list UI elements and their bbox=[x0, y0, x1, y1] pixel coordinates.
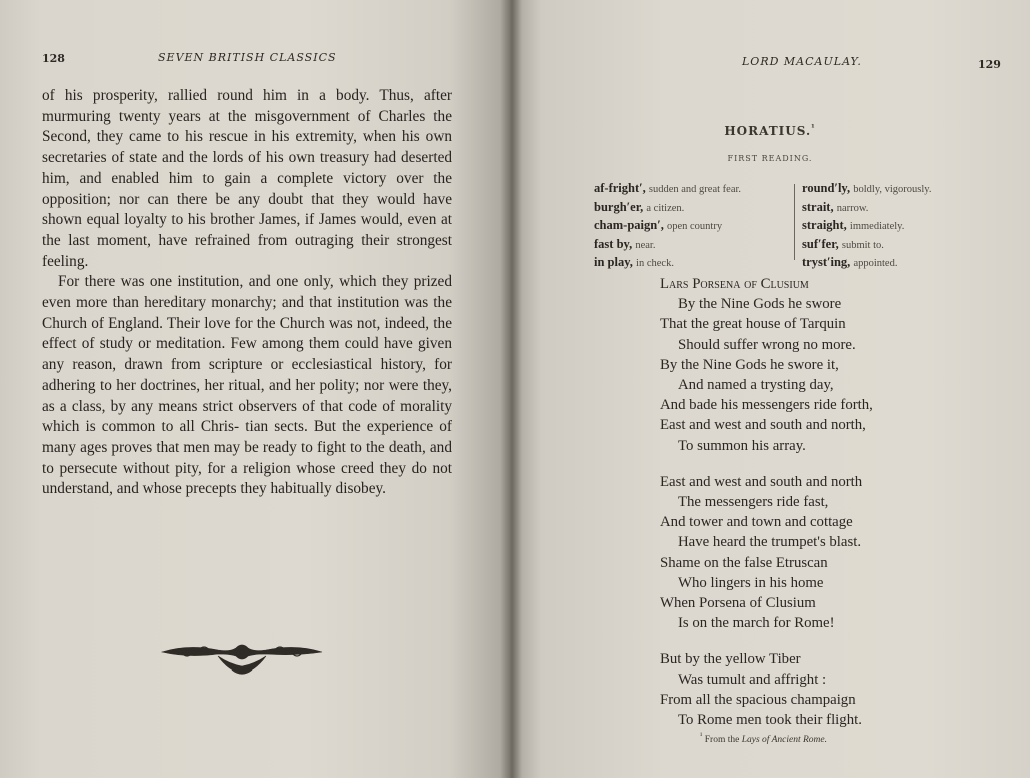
glossary-definition: boldly, vigorously. bbox=[853, 184, 932, 195]
prose-line: for adhering to her doctrines, her ritual, and her polity; bbox=[42, 356, 453, 394]
glossary-definition: near. bbox=[635, 239, 656, 251]
left-running-head: SEVEN BRITISH CLASSICS bbox=[158, 51, 337, 64]
poem-title-text: HORATIUS. bbox=[724, 124, 812, 138]
poem-line: Shame on the false Etruscan bbox=[660, 554, 828, 571]
glossary-left-column bbox=[594, 180, 741, 273]
poem-line: Who lingers in his home bbox=[678, 574, 824, 591]
prose-line: of that code of morality which is common to all Chris- bbox=[42, 397, 452, 436]
paragraph-2 bbox=[42, 272, 452, 500]
prose-line: persecute without pity, for a religion whose creed they bbox=[59, 459, 406, 477]
glossary-term: suf′fer, bbox=[802, 236, 839, 251]
glossary-entry bbox=[594, 180, 741, 199]
prose-line: disobey. bbox=[335, 480, 386, 498]
stanza-1 bbox=[660, 274, 873, 456]
prose-line: of his prosperity, rallied round him in a body. Thus, bbox=[42, 87, 414, 104]
poem-line: Is on the march for Rome! bbox=[678, 615, 835, 632]
footnote bbox=[700, 731, 827, 745]
poem-line: The messengers ride fast, bbox=[678, 494, 829, 511]
right-page-number: 129 bbox=[978, 58, 1001, 71]
poem-subtitle: FIRST READING. bbox=[727, 154, 813, 163]
prose-line: lords of his own treasury had deserted him, and enabled bbox=[42, 149, 453, 187]
glossary-entry bbox=[802, 236, 932, 255]
glossary-definition: open country bbox=[666, 221, 723, 232]
prose-line: For there was one institution, and one only, which bbox=[58, 273, 377, 291]
poem-line: And named a trysting day, bbox=[678, 377, 834, 394]
glossary-definition: in check. bbox=[636, 258, 674, 269]
prose-line: after murmuring twenty years at the misgovernment of bbox=[42, 87, 452, 125]
poem-line: From all the spacious champaign bbox=[660, 691, 856, 708]
poem-line: Should suffer wrong no more. bbox=[678, 336, 856, 353]
glossary-entry bbox=[594, 217, 741, 236]
right-page bbox=[510, 0, 1030, 778]
poem-line: And bade his messengers ride forth, bbox=[660, 397, 873, 414]
stanza-3 bbox=[660, 649, 873, 730]
prose-line: that institution was the Church of England. Their bbox=[42, 294, 452, 332]
book-gutter bbox=[500, 0, 522, 778]
glossary-entry bbox=[594, 236, 741, 255]
prose-line: that men may be ready to fight to the death, and to bbox=[42, 438, 452, 477]
prose-line: or meditation. Few among them could have given any bbox=[42, 335, 452, 374]
prose-line: reason, drawn from scripture or ecclesiastical history, bbox=[72, 356, 426, 374]
glossary-entry bbox=[802, 254, 932, 273]
glossary-divider bbox=[794, 184, 795, 260]
prose-line: even at the last moment, have refrained from outraging bbox=[42, 211, 452, 249]
glossary-term: fast by, bbox=[594, 236, 633, 251]
glossary-term: in play, bbox=[594, 255, 633, 269]
poem-line: But by the yellow Tiber bbox=[660, 651, 801, 668]
title-footnote-mark: ¹ bbox=[811, 122, 816, 132]
glossary-term: af-fright′, bbox=[594, 181, 646, 195]
glossary-definition: appointed. bbox=[853, 258, 898, 269]
glossary-entry bbox=[594, 199, 741, 218]
poem-line: Have heard the trumpet's blast. bbox=[678, 534, 862, 551]
floral-tailpiece-ornament-icon bbox=[158, 630, 326, 680]
glossary-definition: narrow. bbox=[836, 202, 869, 214]
poem-line: Was tumult and affright : bbox=[678, 671, 827, 688]
prose-line: do not understand, and whose precepts they habitually bbox=[42, 459, 453, 498]
glossary-entry bbox=[802, 217, 932, 236]
poem-line: By the Nine Gods he swore bbox=[678, 296, 842, 313]
footnote-title: Lays of Ancient Rome. bbox=[741, 735, 828, 746]
left-page bbox=[0, 0, 510, 778]
left-page-number: 128 bbox=[42, 52, 65, 65]
poem-line: By the Nine Gods he swore it, bbox=[660, 356, 839, 373]
glossary-term: burgh′er, bbox=[594, 199, 644, 214]
glossary-definition: sudden and great fear. bbox=[648, 184, 742, 195]
stanza-2 bbox=[660, 472, 873, 634]
glossary-definition: a citizen. bbox=[646, 202, 685, 214]
poem-line: East and west and south and north bbox=[660, 473, 863, 490]
prose-line: him to gain a complete victory over the opposition; nor bbox=[42, 169, 452, 208]
glossary-right-column bbox=[802, 180, 932, 273]
prose-line: tian sects. But the experience of many ages proves bbox=[42, 418, 453, 456]
prose-line: can there be any doubt that they would have shown bbox=[42, 190, 452, 229]
poem-line: Lars Porsena of Clusium bbox=[660, 276, 809, 292]
paragraph-1 bbox=[42, 86, 452, 272]
glossary-definition: immediately. bbox=[849, 221, 905, 232]
glossary-term: cham-paign′, bbox=[594, 218, 664, 232]
poem-title bbox=[510, 122, 1030, 138]
prose-line: Charles the Second, they came to his rescue in his bbox=[42, 107, 452, 146]
glossary-term: round′ly, bbox=[802, 181, 851, 195]
glossary-entry bbox=[594, 254, 741, 273]
footnote-prefix: From the bbox=[704, 735, 740, 746]
prose-line: equal loyalty to his brother James, if James would, bbox=[86, 211, 403, 229]
prose-line: their strongest feeling. bbox=[42, 231, 453, 270]
glossary-entry bbox=[802, 180, 932, 199]
prose-line: nor were they, as a class, by any means strict observers bbox=[42, 376, 453, 415]
left-prose bbox=[42, 86, 452, 500]
prose-line: love for the Church was not, indeed, the effect of study bbox=[42, 314, 452, 353]
poem-line: To summon his array. bbox=[678, 437, 806, 454]
footnote-mark: ¹ bbox=[700, 731, 703, 740]
glossary-term: straight, bbox=[802, 218, 847, 232]
prose-line: extremity, when his own secretaries of state and the bbox=[42, 128, 453, 167]
poem-line: When Porsena of Clusium bbox=[660, 595, 816, 612]
glossary-term: strait, bbox=[802, 199, 834, 214]
prose-line: they prized even more than hereditary monarchy; and bbox=[42, 273, 452, 312]
glossary-term: tryst′ing, bbox=[802, 255, 851, 269]
glossary-definition: submit to. bbox=[841, 239, 884, 251]
poem-body bbox=[660, 274, 873, 746]
poem-line: East and west and south and north, bbox=[660, 417, 866, 434]
right-running-head: LORD MACAULAY. bbox=[742, 55, 862, 68]
poem-line: And tower and town and cottage bbox=[660, 514, 853, 531]
poem-line: To Rome men took their flight. bbox=[678, 712, 862, 729]
poem-line: That the great house of Tarquin bbox=[660, 316, 846, 333]
glossary-entry bbox=[802, 199, 932, 218]
